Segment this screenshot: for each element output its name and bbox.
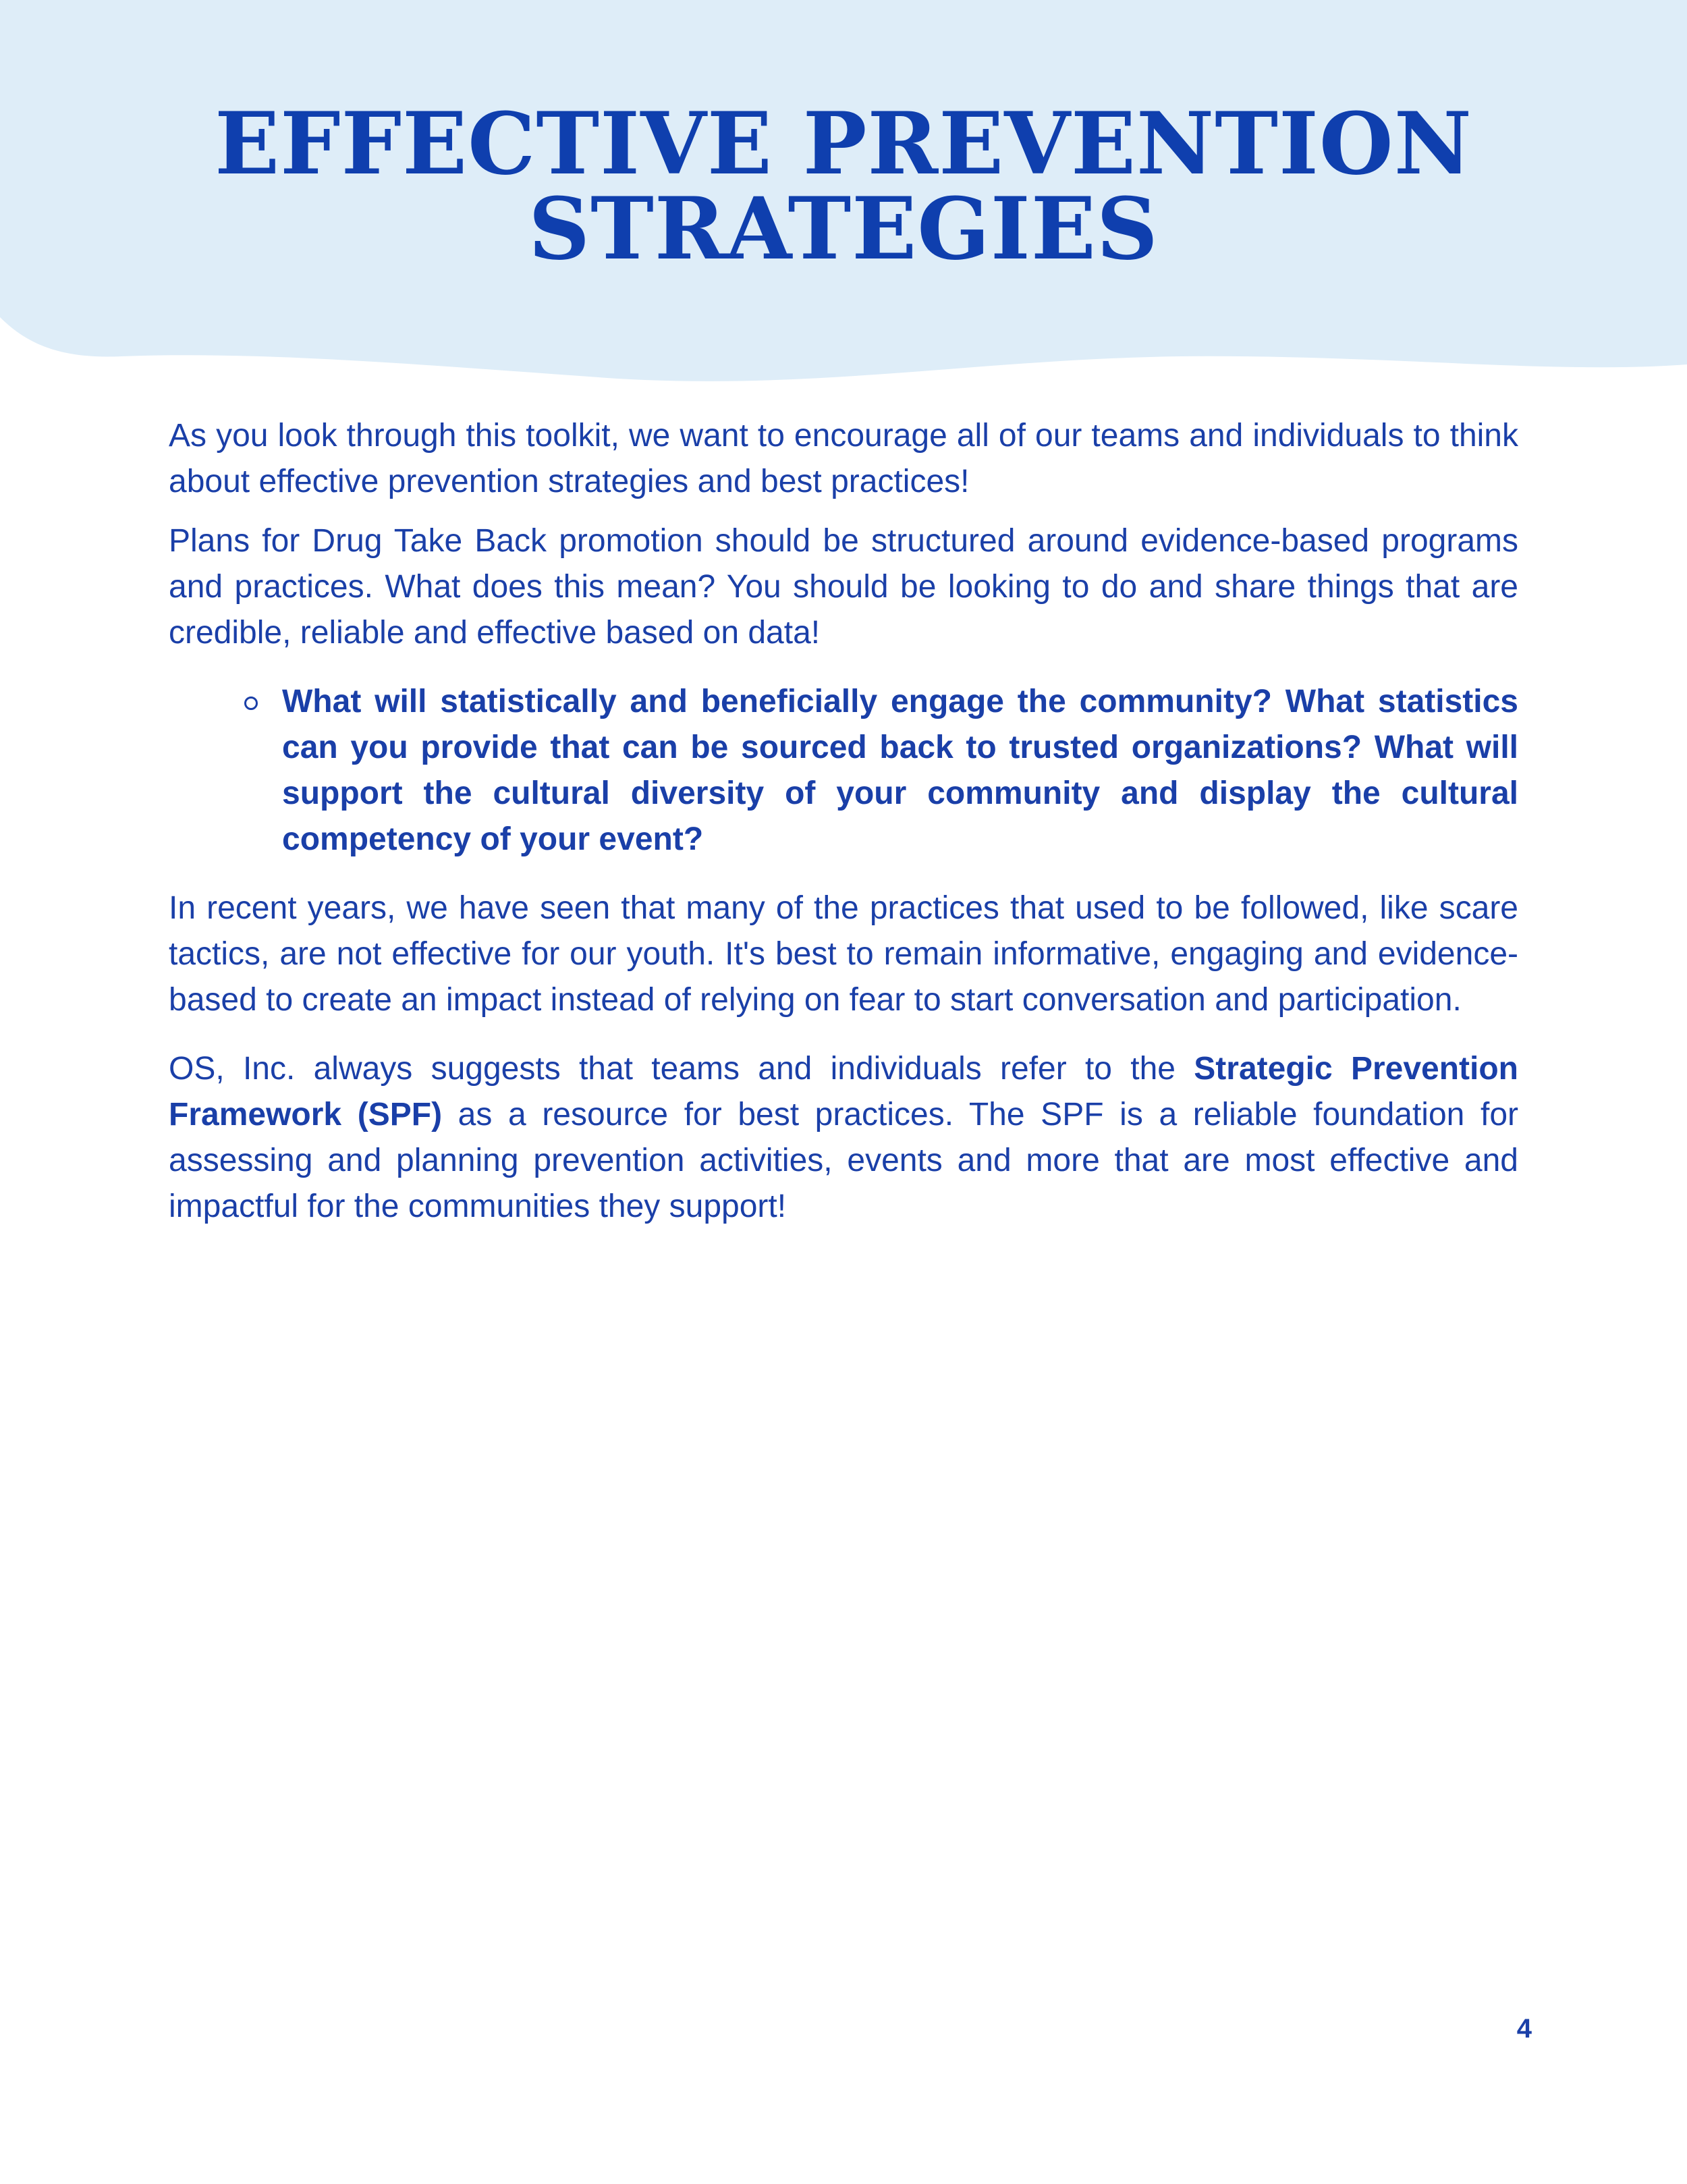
spf-paragraph: [169, 1046, 1518, 1230]
intro-paragraph: As you look through this toolkit, we want to encourage all of our teams and individuals to think about effective prevention strategies and best practices!: [169, 418, 1518, 499]
page-title: [0, 94, 1687, 279]
page-number: 4: [1516, 2014, 1532, 2044]
spf-paragraph-start: OS, Inc. always suggests that teams and individuals refer to the: [169, 1051, 1194, 1087]
list-item: [282, 679, 1518, 863]
list-item-text: What will statistically and beneficially engage the community? What statistics can you provide that can be sourced back to trusted organizations? What will support the cultural diversity of your community and display the cultural competency of your event?: [282, 684, 1518, 857]
circle-bullet-icon: [244, 697, 258, 710]
evidence-paragraph: Plans for Drug Take Back promotion should be structured around evidence-based programs and practices. What does this mean? You should be looking to do and share things that are credible, reliable and effective based on data!: [169, 523, 1518, 651]
question-list: [169, 679, 1518, 863]
spf-framework-name: Strategic Prevention Framework (SPF): [169, 1051, 1518, 1132]
page-title-line-1: EFFECTIVE PREVENTION: [215, 94, 1472, 194]
scare-tactics-paragraph: In recent years, we have seen that many of the practices that used to be followed, like scare tactics, are not effective for our youth. It's best to remain informative, engaging and evidence-based to create an impact instead of relying on fear to start conversation and participation.: [169, 890, 1518, 1018]
main-content: [169, 413, 1518, 1243]
spf-paragraph-end: as a resource for best practices. The SPF is a reliable foundation for assessing and planning prevention activities, events and more that are most effective and impactful for the communities they support!: [169, 1097, 1518, 1224]
page-title-line-2: STRATEGIES: [528, 179, 1159, 279]
